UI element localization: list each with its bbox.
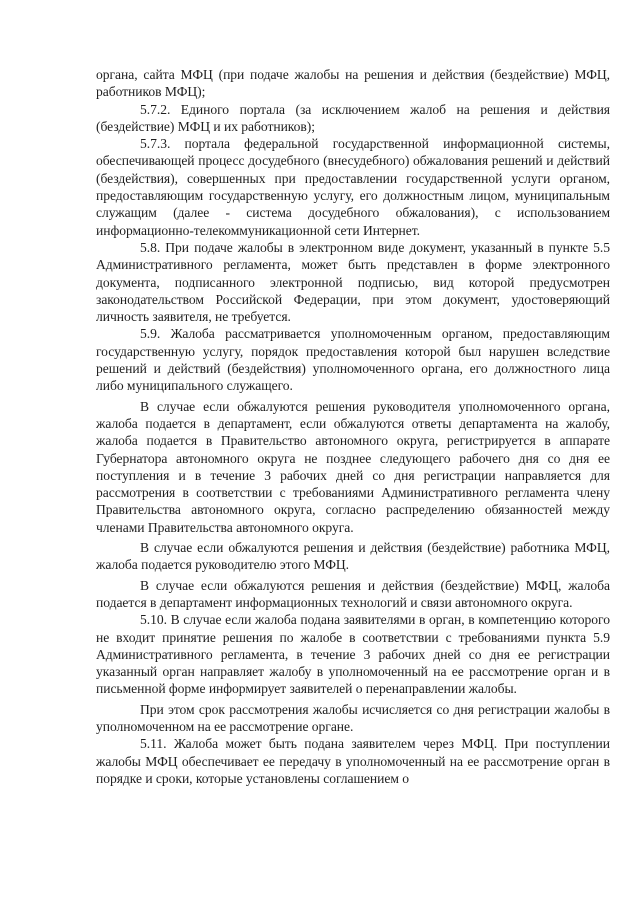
paragraph-5-7-3: 5.7.3. портала федеральной государственной информационной системы, обеспечивающей процесс досудебного (внесудебного) обжалования решений и действий (бездействия), совершенных при предоставлении государственной услуги органом, предоставляющим государственную услугу, его должностным лицом, муниципальным служащим (далее - система досудебного обжалования), с использованием информационно-телекоммуникационной сети Интернет.: [96, 136, 610, 238]
paragraph-5-11: 5.11. Жалоба может быть подана заявителем через МФЦ. При поступлении жалобы МФЦ обеспечивает ее передачу в уполномоченный на ее рассмотрение орган в порядке и сроки, которые установлены соглашением о: [96, 736, 610, 786]
paragraph-5-8: 5.8. При подаче жалобы в электронном виде документ, указанный в пункте 5.5 Административного регламента, может быть представлен в форме электронного документа, подписанного электронной подписью, вид которой предусмотрен законодательством Российской Федерации, при этом документ, удостоверяющий личность заявителя, не требуется.: [96, 239, 610, 325]
paragraph-5-10: 5.10. В случае если жалоба подана заявителями в орган, в компетенцию которого не входит принятие решения по жалобе в соответствии с требованиями пункта 5.9 Административного регламента, в течение 3 рабочих дней со дня ее регистрации указанный орган направляет жалобу в уполномоченный на ее рассмотрение орган и в письменной форме информирует заявителей о перенаправлении жалобы.: [96, 612, 610, 697]
paragraph-5-10-term: При этом срок рассмотрения жалобы исчисляется со дня регистрации жалобы в уполномоченном на ее рассмотрение органе.: [96, 701, 610, 734]
paragraph-5-9-mfc: В случае если обжалуются решения и действия (бездействие) МФЦ, жалоба подается в департамент информационных технологий и связи автономного округа.: [96, 577, 610, 610]
paragraph-5-9-leader-appeal: В случае если обжалуются решения руководителя уполномоченного органа, жалоба подается в департамент, если обжалуются ответы департамента на жалобу, жалоба подается в Правительство автономного округа, регистрируется в аппарате Губернатора автономного округа не позднее следующего рабочего дня со дня ее поступления и в течение 3 рабочих дней со дня регистрации направляется для рассмотрения в соответствии с требованиями Административного регламента члену Правительства автономного округа, согласно распределению обязанностей между членами Правительства автономного округа.: [96, 398, 610, 535]
paragraph-5-9-mfc-worker: В случае если обжалуются решения и действия (бездействие) работника МФЦ, жалоба подается руководителю этого МФЦ.: [96, 540, 610, 573]
paragraph-5-7-2: 5.7.2. Единого портала (за исключением жалоб на решения и действия (бездействие) МФЦ и их работников);: [96, 101, 610, 134]
document-body: [96, 66, 610, 787]
paragraph-5-9: 5.9. Жалоба рассматривается уполномоченным органом, предоставляющим государственную услугу, порядок предоставления которой был нарушен вследствие решений и действий (бездействия) уполномоченного органа, его должностного лица либо муниципального служащего.: [96, 326, 610, 394]
paragraph-continuation: органа, сайта МФЦ (при подаче жалобы на решения и действия (бездействие) МФЦ, работников МФЦ);: [96, 67, 610, 100]
